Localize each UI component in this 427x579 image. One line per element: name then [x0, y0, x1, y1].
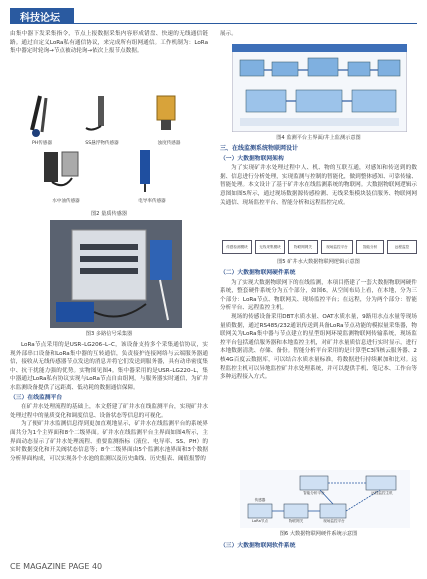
figure-5-caption: 图5 矿井水大数据物联网逻辑示意图 [277, 259, 360, 265]
flow-box-analysis: 智能分析 [356, 240, 384, 254]
flow-box-local-platform: 现场监控平台 [321, 240, 353, 254]
hw-label-lora-node: LoRa节点 [252, 519, 268, 523]
left-column-body [10, 341, 208, 463]
heading-software: （三）大数据物联网软件系统 [220, 543, 296, 549]
conductivity-sensor-image [140, 150, 150, 192]
turbidity-sensor-image [157, 96, 175, 130]
turbidity-sensor-label: 浊度传感器 [157, 141, 181, 146]
figure-6-caption: 图6 大数据物联网硬件系统示意图 [279, 531, 358, 537]
architecture-paragraph: 为了实现矿井水处理过程中人、机、物的互联互通，对感知和传送到的数据、信息进行分析处理，实现监测与控制的智能化，做到整体感知、可靠传输、智能处理。本文设计了基于矿井水在线监测系统的物联网。大数据物联网逻辑示意图如图5所示，通过现场数据源传感检测、无线采集模块装信服务、物联网网关通信、现场监控平台、智能分析和远程监控完成。 [220, 165, 417, 206]
heading-architecture: （一）大数据物联网架构 [220, 155, 284, 162]
flow-box-remote: 远程监控 [387, 240, 417, 254]
hw-label-sensor: 传感器 [254, 498, 266, 502]
monitor-screen-image [232, 44, 407, 132]
page-footer: CE MAGAZINE PAGE 40 [10, 562, 103, 571]
ph-sensor-label: PH传感器 [31, 141, 52, 146]
right-column-top [220, 30, 417, 39]
hardware-paragraph-1: 为了实现大数据物联网下的在线监测，本项目搭建了一套大数据物联网硬件系统，整套硬件系统分为五个部分，如图6，从空间布局上看，在本地，分为三个部分：LoRa节点、物联网关、现场监控平台；在远程，分为两个部分：智能分析平台、远程监控主机。 [220, 279, 417, 312]
section-title: 科技论坛 [20, 13, 60, 24]
collector-image [50, 220, 182, 328]
figure-3-caption: 图3 多路信号采集器 [85, 331, 133, 337]
figure-4-caption: 图4 监测平台主界面/井上监测示意图 [276, 135, 361, 141]
flow-box-gateway: 物联网网关 [288, 240, 318, 254]
hw-label-gateway: 物联网关 [288, 519, 304, 523]
figure-collector [50, 220, 182, 328]
right-column-hardware [220, 268, 417, 382]
heading-platform: （三）在线监测平台 [10, 394, 63, 401]
hardware-paragraph-2: 现场的传感设备采用DBT水质水量、OAT水质水量，9路用水点水量等现场量质数据，通过RS485/232通讯传送到具备LoRa节点功能的模拟量采集器，物联网关为LoRa集中器与节点建立的星型组网环境监测物联网传输系统，现场监控平台包括通信服务器和本地监控主机，对矿井水量质信息进行实时显示，进行本地数据清洗、存储、备份。智能分析平台采用的是计算型C3四核云服务器、2核4G百度云数据库，可以结合水质水量标准，将数据进行持续累加和比对。远程监控主机可以异地监控矿井水处理系统，并可以提供手机、笔记本、工作台等多种远程接入方式。 [220, 313, 417, 381]
header-rule [74, 23, 417, 24]
ss-sensor-label: SS悬浮物传感器 [85, 141, 119, 146]
lora-paragraph: LoRa节点采用的是USR–LG206–L–C，该设备支持多个采集通信协议，实现外部串口设备和LoRa集中器的互转通信，负责接护连接网络与云端服务器通信，接收从无线传感器节点发送的消息并将它们发送到服务器，具有动串密度集中、抗干扰能力强的优势。实物图见图4。集中器采用的是USR–LG220–L，集中器通过LoRa私有协议实现与LoRa节点自由组网，与服务器实时通信，为矿井水监测设备提供了远距离、低功耗的数据通信保障。 [10, 342, 208, 391]
flow-box-wireless: 无线采集模块 [255, 240, 285, 254]
flow-box-sensing: 传感检测模块 [222, 240, 252, 254]
figure-sensors [22, 90, 197, 208]
figure-monitor-screen [232, 44, 407, 132]
oil-sensor-label: 水中油传感器 [52, 199, 80, 204]
sensor-images [22, 90, 197, 208]
figure-2-caption: 图2 量质传感器 [90, 211, 128, 217]
platform-paragraph-2: 为了便矿井水监测信息得到更加直观地显示，矿井水在线监测平台的系统界面共分为1个主界面和8个二级界面。矿井水在线监测平台主界面如图4所示，主界面动态显示了矿井水处理流程、重要监测指标（液位、电导率、SS、PH）的实时数据变化和开关阀状态信息等；8个二级界面由5个监测水池界面和3个数据分析界面构成，可以实现各个水池的监测以及历史曲线、历史报表、阈值报警的 [10, 421, 208, 462]
platform-paragraph-1: 在矿井水处理流程的基础上，本文搭建了矿井水在线监测平台，实现矿井水处理过程中的量质变化和调度信息、设备状态等信息的可视化。 [10, 404, 208, 419]
oil-sensor-image [44, 152, 78, 185]
left-column-intro [10, 30, 208, 56]
hw-label-remote: 远程监控主机 [371, 491, 393, 495]
section-header [10, 6, 417, 28]
figure-hardware-diagram [240, 470, 410, 528]
ss-sensor-image [86, 96, 104, 130]
intro-paragraph: 由集中器下发采集指令，节点上报数据采集内容形成错盘、快速的无线通信链路。通过自定义LoRa私有通信协议，来完成所有组网通信。工作机制为：LoRa集中器定时轮询→节点被动轮询→依次上报节点数据。 [10, 31, 208, 55]
ph-sensor-image [32, 96, 46, 137]
figure-logic-flow [222, 237, 417, 257]
hw-label-local-platform: 现场监控平台 [323, 519, 345, 523]
heading-hardware: （二）大数据物联网硬件系统 [220, 270, 296, 276]
hw-label-analysis: 智能分析平台 [303, 491, 325, 495]
right-column-software [220, 541, 417, 552]
continued-text: 展示。 [220, 31, 237, 37]
heading-iot-design: 三、在线监测系统物联网设计 [220, 145, 299, 152]
right-column-section3 [220, 144, 417, 207]
conductivity-sensor-label: 电导率传感器 [138, 199, 166, 204]
